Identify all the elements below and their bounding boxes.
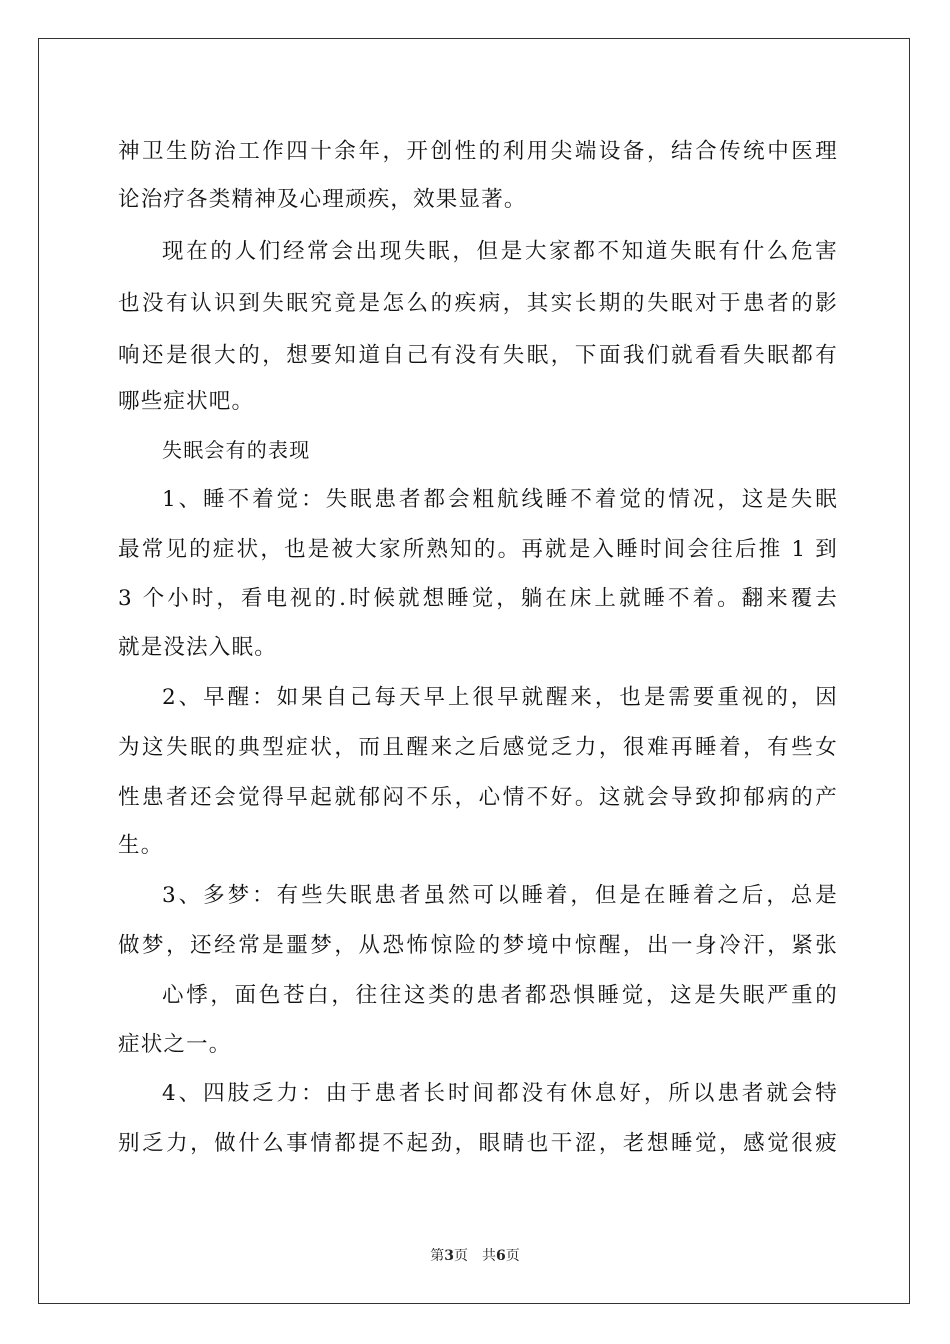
page-prefix: 第: [430, 1248, 445, 1264]
total-pages: 6: [496, 1248, 506, 1264]
text-line: 心悸，面色苍白，往往这类的患者都恐惧睡觉，这是失眠严重的: [162, 983, 838, 1008]
text-line: 现在的人们经常会出现失眠，但是大家都不知道失眠有什么危害: [162, 239, 838, 264]
text-line: 1、睡不着觉：失眠患者都会粗航线睡不着觉的情况，这是失眠: [162, 487, 838, 512]
text-line: 性患者还会觉得早起就郁闷不乐，心情不好。这就会导致抑郁病的产: [118, 785, 838, 810]
total-prefix: 共: [482, 1248, 496, 1264]
text-line: 做梦，还经常是噩梦，从恐怖惊险的梦境中惊醒，出一身冷汗，紧张: [118, 933, 838, 958]
text-line: 响还是很大的，想要知道自己有没有失眠，下面我们就看看失眠都有: [118, 343, 838, 368]
text-line: 就是没法入眠。: [118, 635, 277, 660]
page-number: 3: [444, 1248, 454, 1264]
text-line: 也没有认识到失眠究竟是怎么的疾病，其实长期的失眠对于患者的影: [118, 291, 838, 316]
section-heading: 失眠会有的表现: [162, 438, 311, 462]
total-suffix: 页: [505, 1248, 520, 1264]
text-line: 3、多梦：有些失眠患者虽然可以睡着，但是在睡着之后，总是: [162, 883, 838, 908]
text-line: 为这失眠的典型症状，而且醒来之后感觉乏力，很难再睡着，有些女: [118, 735, 838, 760]
text-line: 最常见的症状，也是被大家所熟知的。再就是入睡时间会往后推 1 到: [118, 537, 838, 562]
text-line: 4、四肢乏力：由于患者长时间都没有休息好，所以患者就会特: [162, 1081, 838, 1106]
text-line: 别乏力，做什么事情都提不起劲，眼睛也干涩，老想睡觉，感觉很疲: [118, 1131, 838, 1156]
page-footer: [0, 1247, 950, 1265]
text-line: 3 个小时，看电视的.时候就想睡觉，躺在床上就睡不着。翻来覆去: [118, 586, 838, 611]
page-suffix: 页: [454, 1248, 468, 1264]
text-line: 神卫生防治工作四十余年，开创性的利用尖端设备，结合传统中医理: [118, 139, 838, 164]
page-border: [38, 38, 910, 1304]
text-line: 论治疗各类精神及心理顽疾，效果显著。: [118, 187, 527, 212]
text-line: 2、早醒：如果自己每天早上很早就醒来，也是需要重视的，因: [162, 685, 838, 710]
text-line: 症状之一。: [118, 1032, 232, 1057]
text-line: 生。: [118, 833, 164, 858]
text-line: 哪些症状吧。: [118, 389, 255, 414]
